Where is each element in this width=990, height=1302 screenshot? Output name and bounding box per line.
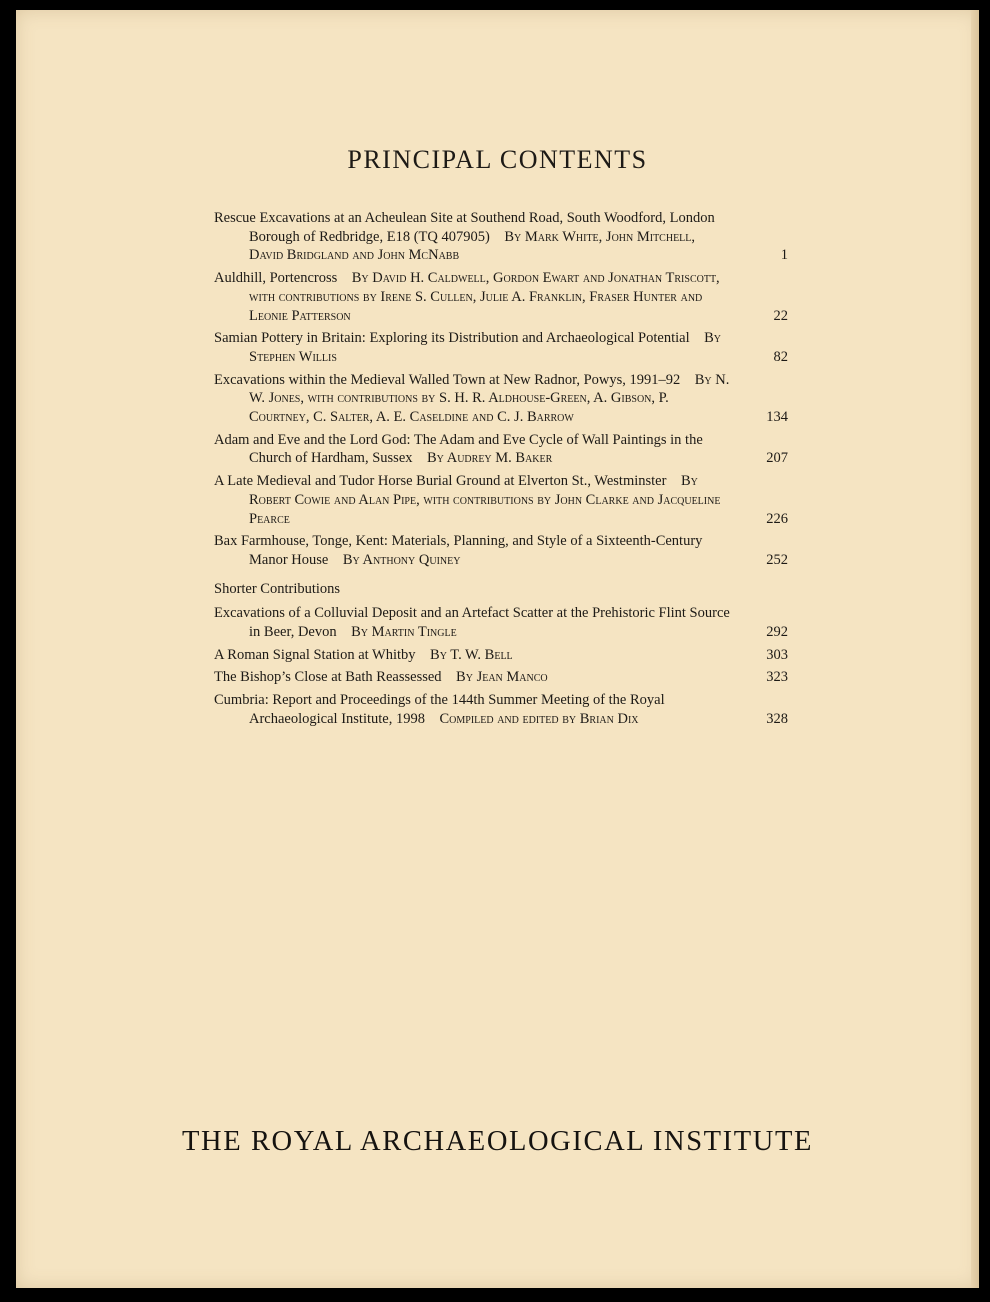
entry-page-number: 82	[773, 348, 788, 365]
entry-title: Auldhill, Portencross	[214, 270, 338, 287]
toc-entry	[214, 691, 790, 728]
toc-entry-text	[214, 532, 790, 569]
toc-entry	[214, 604, 790, 641]
entry-title: Cumbria: Report and Proceedings of the 144th Summer Meeting of the Royal Archaeological Institute, 1998	[214, 692, 665, 727]
entry-authors: By Anthony Quiney	[342, 551, 461, 568]
entry-authors: Compiled and edited by Brian Dix	[439, 710, 639, 727]
toc-entry-text	[214, 668, 790, 687]
entry-page-number: 134	[766, 409, 788, 426]
entry-page-number: 207	[766, 450, 788, 467]
toc-entry	[214, 209, 790, 265]
toc-entry-text	[214, 604, 790, 641]
toc-entry-text	[214, 209, 790, 265]
toc-entry	[214, 329, 790, 366]
toc-entry-text	[214, 472, 790, 528]
entry-authors: By Robert Cowie and Alan Pipe, with contributions by John Clarke and Jacqueline Pearce	[249, 473, 721, 527]
entry-page-number: 22	[773, 307, 788, 324]
entry-page-number: 252	[766, 551, 788, 568]
entry-title: A Late Medieval and Tudor Horse Burial Ground at Elverton St., Westminster	[214, 473, 667, 490]
entry-authors: By Martin Tingle	[351, 624, 457, 641]
toc-entry-text	[214, 646, 790, 665]
entry-title: Excavations within the Medieval Walled Town at New Radnor, Powys, 1991–92	[214, 371, 681, 388]
back-cover	[16, 10, 979, 1288]
shorter-contributions-list	[214, 604, 790, 728]
entry-authors: By Audrey M. Baker	[427, 450, 553, 467]
toc-entry	[214, 668, 790, 687]
entry-title: Samian Pottery in Britain: Exploring its Distribution and Archaeological Potential	[214, 330, 690, 347]
entry-authors: By Stephen Willis	[249, 330, 722, 365]
toc-entry	[214, 532, 790, 569]
entry-page-number: 303	[766, 646, 788, 663]
entry-title: Rescue Excavations at an Acheulean Site at Southend Road, South Woodford, London Borough of Redbridge, E18 (TQ 407905)	[214, 210, 715, 245]
toc-entry-text	[214, 269, 790, 325]
toc-entry	[214, 371, 790, 427]
shorter-contributions-heading: Shorter Contributions	[214, 580, 341, 597]
entry-title: Adam and Eve and the Lord God: The Adam and Eve Cycle of Wall Paintings in the Church of Hardham, Sussex	[214, 431, 703, 467]
toc-entry	[214, 646, 790, 665]
entry-title: The Bishop’s Close at Bath Reassessed	[214, 669, 442, 686]
entry-page-number: 226	[766, 510, 788, 527]
entry-page-number: 323	[766, 669, 788, 686]
entry-title: A Roman Signal Station at Whitby	[214, 646, 416, 663]
table-of-contents	[214, 209, 790, 733]
publisher-name: THE ROYAL ARCHAEOLOGICAL INSTITUTE	[182, 1126, 813, 1157]
entry-authors: By N. W. Jones, with contributions by S. H. R. Aldhouse-Green, A. Gibson, P. Courtney, C. Salter, A. E. Caseldine and C. J. Barrow	[249, 371, 730, 426]
entry-authors: By Jean Manco	[456, 669, 548, 686]
page-title: PRINCIPAL CONTENTS	[347, 145, 648, 174]
toc-entry-text	[214, 431, 790, 468]
toc-entry	[214, 269, 790, 325]
main-contents-list	[214, 209, 790, 570]
toc-entry	[214, 431, 790, 468]
toc-entry-text	[214, 691, 790, 728]
toc-entry	[214, 472, 790, 528]
toc-entry-text	[214, 329, 790, 366]
entry-title: Excavations of a Colluvial Deposit and an Artefact Scatter at the Prehistoric Flint Source in Beer, Devon	[214, 605, 730, 641]
entry-authors: By T. W. Bell	[430, 646, 513, 663]
entry-title: Bax Farmhouse, Tonge, Kent: Materials, Planning, and Style of a Sixteenth-Century Manor House	[214, 533, 703, 568]
toc-entry-text	[214, 371, 790, 427]
entry-authors: By David H. Caldwell, Gordon Ewart and Jonathan Triscott, with contributions by Irene S. Cullen, Julie A. Franklin, Fraser Hunter and Leonie Patterson	[249, 270, 720, 324]
entry-authors: By Mark White, John Mitchell, David Bridgland and John McNabb	[249, 228, 696, 264]
entry-page-number: 1	[780, 247, 788, 264]
entry-page-number: 292	[766, 624, 788, 641]
cover-edge	[971, 10, 979, 1288]
entry-page-number: 328	[766, 710, 788, 727]
